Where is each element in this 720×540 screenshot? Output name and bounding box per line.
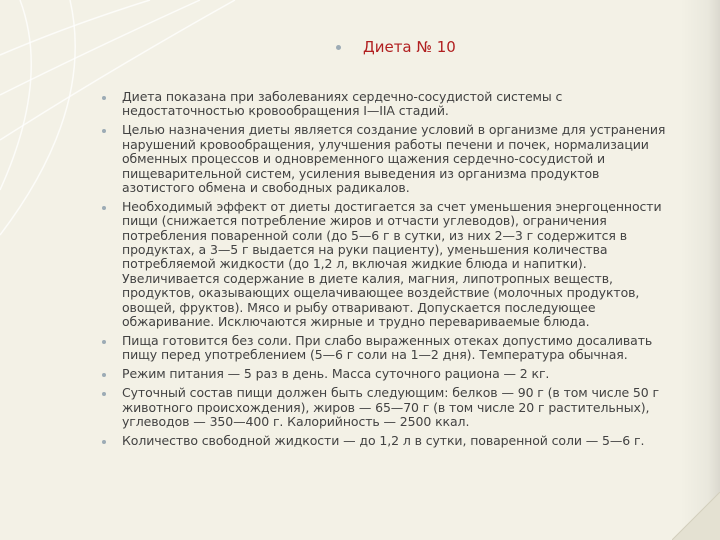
list-item: [102, 200, 714, 330]
bullet-icon: [102, 96, 106, 100]
bullet-icon: [102, 373, 106, 377]
list-item: [102, 123, 714, 195]
list-item-text: Режим питания — 5 раз в день. Масса суточного рациона — 2 кг.: [122, 366, 550, 382]
list-item: [102, 434, 714, 448]
page-fold-corner: [672, 492, 720, 540]
bullet-icon: [102, 129, 106, 133]
slide-title: Диета № 10: [363, 38, 456, 56]
list-item-text: Суточный состав пищи должен быть следующим: белков — 90 г (в том числе 50 г животного происхождения), жиров — 65—70 г (в том числе 20 г растительных), углеводов — 350—400 г. Калорийность — 2500 ккал.: [122, 385, 659, 430]
bullet-icon: [102, 392, 106, 396]
list-item-text: Необходимый эффект от диеты достигается за счет уменьшения энергоценности пищи (снижается потребление жиров и отчасти углеводов), ограничения потребления поваренной соли (до 5—6 г в сутки, из них 2—3 г содержится в продуктах, а 3—5 г выдается на руки пациенту), уменьшения количества потребляемой жидкости (до 1,2 л, включая жидкие блюда и напитки). Увеличивается содержание в диете калия, магния, липотропных веществ, продуктов, оказывающих ощелачивающее воздействие (молочных продуктов, овощей, фруктов). Мясо и рыбу отваривают. Допускается последующее обжаривание. Исключаются жирные и трудно перевариваемые блюда.: [122, 198, 662, 330]
bullet-icon: [336, 45, 341, 50]
list-item: [102, 334, 714, 363]
bullet-list: [102, 90, 714, 453]
bullet-icon: [102, 340, 106, 344]
list-item: [102, 386, 714, 429]
list-item: [102, 90, 714, 119]
list-item-text: Пища готовится без соли. При слабо выраженных отеках допустимо досаливать пищу перед употреблением (5—6 г соли на 1—2 дня). Температура обычная.: [122, 333, 653, 363]
list-item-text: Количество свободной жидкости — до 1,2 л в сутки, поваренной соли — 5—6 г.: [122, 432, 645, 448]
list-item-text: Диета показана при заболеваниях сердечно-сосудистой системы с недостаточностью кровообращения I—IIA стадий.: [122, 89, 563, 119]
bullet-icon: [102, 440, 106, 444]
list-item: [102, 367, 714, 381]
list-item-text: Целью назначения диеты является создание условий в организме для устранения нарушений кровообращения, улучшения работы печени и почек, нормализации обменных процессов и одновременного щажения сердечно-сосудистой и пищеварительной систем, усиления выведения из организма продуктов азотистого обмена и свободных радикалов.: [122, 122, 666, 195]
title-row: [336, 38, 456, 56]
bullet-icon: [102, 206, 106, 210]
